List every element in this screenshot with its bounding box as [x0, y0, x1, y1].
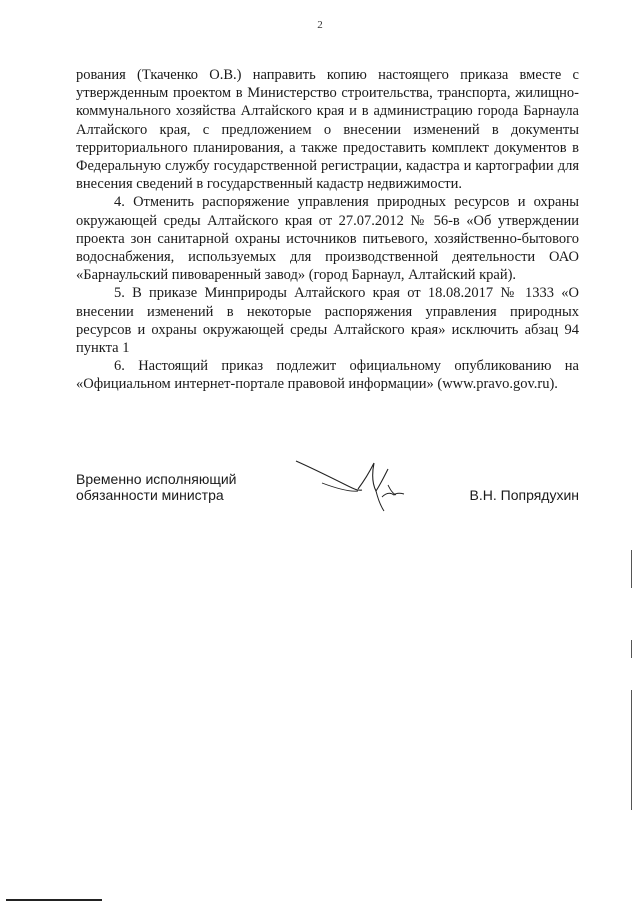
paragraph-continuation: рования (Ткаченко О.В.) направить копию настоящего приказа вместе с утвержденным проектом в Министерство строительства, транспорта, жилищно-коммунального хозяйства Алтайского края и в администрацию города Барнаула Алтайского края, с предложением о внесении изменений в документы территориального планирования, а также предоставить комплект документов в Федеральную службу государственной регистрации, кадастра и картографии для внесения сведений в государственный кадастр недвижимости. — [76, 67, 579, 193]
scan-mark — [631, 550, 632, 588]
paragraph-item-6: 6. Настоящий приказ подлежит официальному опубликованию на «Официальном интернет-портале правовой информации» (www.pravo.gov.ru). — [76, 358, 579, 393]
signer-title — [76, 471, 236, 503]
signer-title-line-2: обязанности министра — [76, 487, 224, 503]
signer-title-line-1: Временно исполняющий — [76, 471, 237, 487]
scan-mark — [631, 690, 632, 810]
bottom-rule — [6, 899, 102, 901]
page-number: 2 — [317, 19, 323, 31]
signer-name: В.Н. Попрядухин — [469, 487, 579, 503]
paragraph-item-5: 5. В приказе Минприроды Алтайского края от 18.08.2017 № 1333 «О внесении изменений в некоторые распоряжения управления природных ресурсов и охраны окружающей среды Алтайского края» исключить абзац 94 пункта 1 — [76, 285, 579, 357]
scan-mark — [631, 640, 632, 658]
signature-block — [76, 471, 579, 516]
paragraph-item-4: 4. Отменить распоряжение управления природных ресурсов и охраны окружающей среды Алтайского края от 27.07.2012 № 56-в «Об утверждении проекта зон санитарной охраны источников питьевого, хозяйственно-бытового водоснабжения, используемых для производственной деятельности ОАО «Барнаульский пивоваренный завод» (город Барнаул, Алтайский край). — [76, 194, 579, 284]
handwritten-signature — [292, 455, 422, 513]
document-body — [76, 66, 579, 394]
